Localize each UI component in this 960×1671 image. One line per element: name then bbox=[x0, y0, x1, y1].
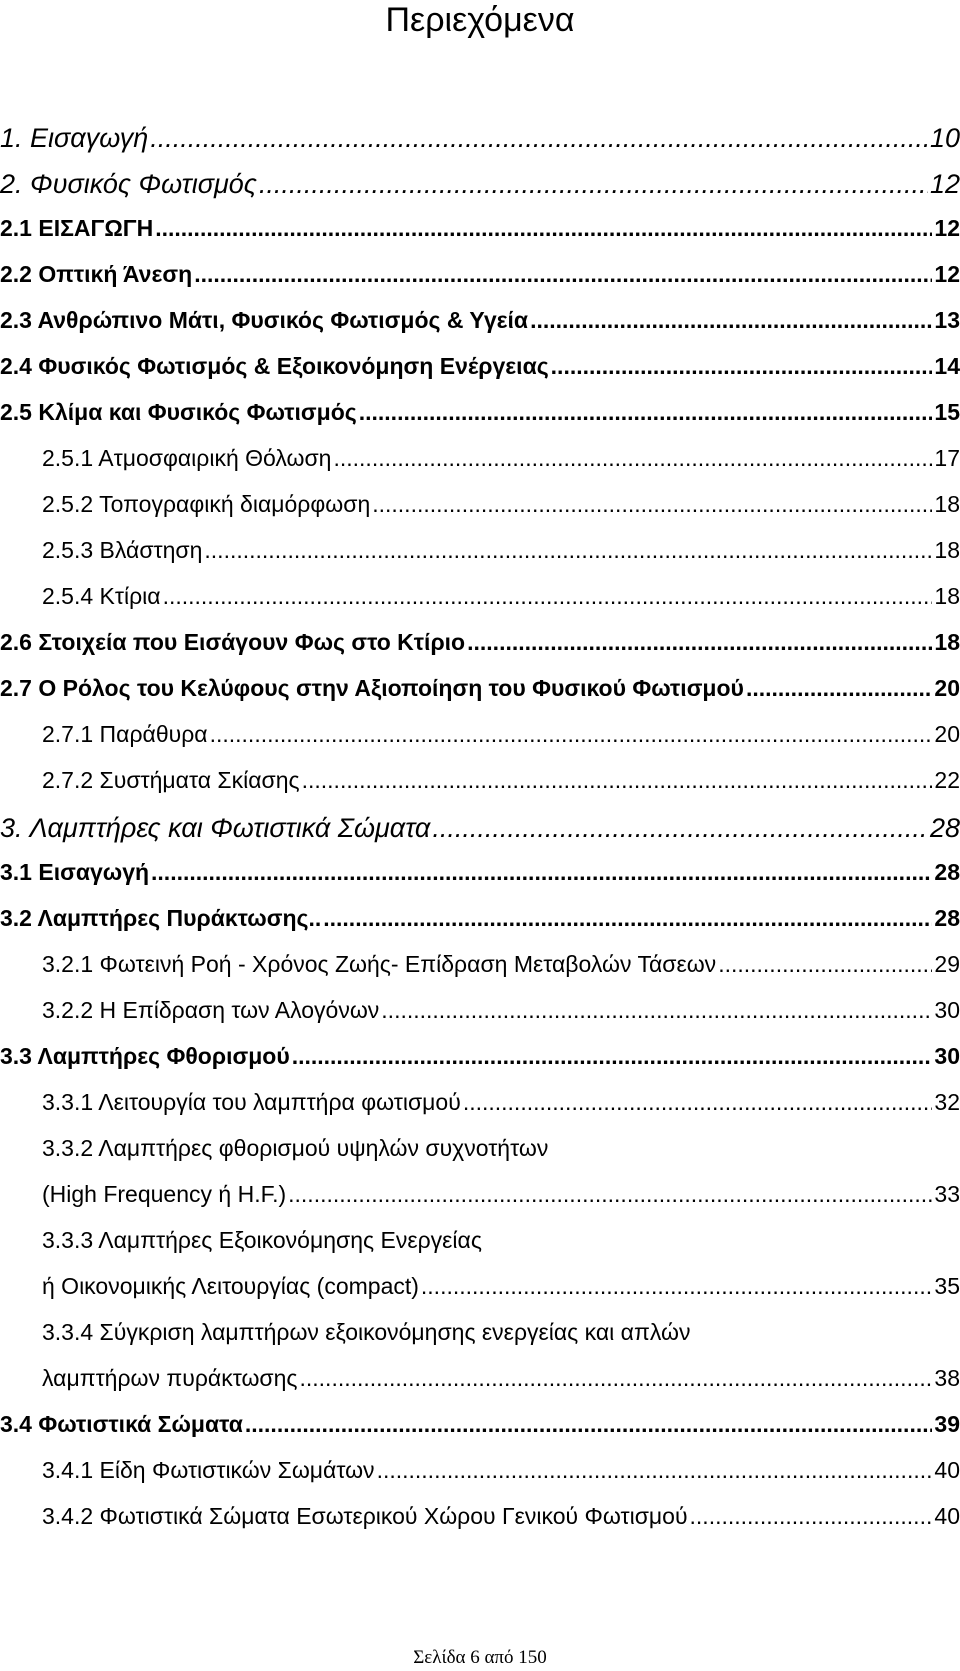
toc-entry[interactable] bbox=[42, 583, 960, 623]
toc-entry[interactable] bbox=[0, 261, 960, 301]
toc-entry-title: 3.3.3 Λαμπτήρες Εξοικονόμησης Ενεργείας bbox=[42, 1227, 482, 1253]
toc-entry-page: 13 bbox=[934, 307, 960, 333]
toc-entry[interactable] bbox=[0, 399, 960, 439]
toc-entry-title: 3.1 Εισαγωγή bbox=[0, 859, 150, 885]
toc-entry-title: 2.5.1 Ατμοσφαιρική Θόλωση bbox=[42, 445, 332, 471]
toc-entry[interactable] bbox=[42, 1503, 960, 1543]
toc-entry[interactable] bbox=[0, 1043, 960, 1083]
toc-entry[interactable] bbox=[0, 215, 960, 255]
toc-leader bbox=[377, 1457, 933, 1484]
toc-leader bbox=[292, 1043, 933, 1070]
toc-entry[interactable] bbox=[0, 307, 960, 347]
toc-leader bbox=[259, 169, 928, 200]
toc-entry[interactable] bbox=[42, 951, 960, 991]
toc-leader bbox=[155, 215, 932, 242]
toc-entry-page: 20 bbox=[934, 675, 960, 701]
toc-entry-title: 2.5.4 Κτίρια bbox=[42, 583, 161, 609]
toc-entry[interactable] bbox=[42, 445, 960, 485]
toc-entry[interactable] bbox=[42, 767, 960, 807]
toc-leader bbox=[302, 767, 933, 794]
toc-leader bbox=[194, 261, 932, 288]
toc-leader bbox=[690, 1503, 933, 1530]
toc-entry[interactable] bbox=[0, 905, 960, 945]
toc-entry-title: 3.3.2 Λαμπτήρες φθορισμού υψηλών συχνοτήτων bbox=[42, 1135, 549, 1161]
toc-entry-page: 20 bbox=[934, 721, 960, 747]
toc-entry-title: 2.2 Οπτική Άνεση bbox=[0, 261, 193, 287]
toc-entry[interactable] bbox=[42, 491, 960, 531]
toc-entry-title: 2.7.1 Παράθυρα bbox=[42, 721, 208, 747]
toc-entry-title: 2.7 Ο Ρόλος του Κελύφους στην Αξιοποίηση του Φυσικού Φωτισμού bbox=[0, 675, 744, 701]
toc-entry[interactable] bbox=[42, 1273, 960, 1313]
toc-leader bbox=[204, 537, 932, 564]
toc-entry[interactable] bbox=[0, 1411, 960, 1451]
toc-entry[interactable] bbox=[0, 629, 960, 669]
toc-entry-title: 3.3 Λαμπτήρες Φθορισμού bbox=[0, 1043, 290, 1069]
toc-entry-title: 3.4.1 Είδη Φωτιστικών Σωμάτων bbox=[42, 1457, 375, 1483]
toc-entry-title: 3.2 Λαμπτήρες Πυράκτωσης.. bbox=[0, 905, 322, 931]
toc-entry-page: 18 bbox=[934, 491, 960, 517]
toc-entry-page: 12 bbox=[934, 261, 960, 287]
toc-entry-page: 35 bbox=[934, 1273, 960, 1299]
toc-leader bbox=[432, 813, 928, 844]
toc-leader bbox=[151, 859, 932, 886]
toc-entry-title: 3.2.2 Η Επίδραση των Αλογόνων bbox=[42, 997, 380, 1023]
toc-entry-page: 32 bbox=[934, 1089, 960, 1115]
toc-entry-title: 2.7.2 Συστήματα Σκίασης bbox=[42, 767, 300, 793]
toc-entry-title: 2.5.2 Τοπογραφική διαμόρφωση bbox=[42, 491, 371, 517]
toc-entry-title: 3.3.1 Λειτουργία του λαμπτήρα φωτισμού bbox=[42, 1089, 461, 1115]
toc-leader bbox=[421, 1273, 933, 1300]
toc-entry[interactable] bbox=[42, 1181, 960, 1221]
page-title: Περιεχόμενα bbox=[385, 1, 575, 39]
toc-leader bbox=[163, 583, 933, 610]
toc-entry-title: 2.4 Φυσικός Φωτισμός & Εξοικονόμηση Ενέργειας bbox=[0, 353, 549, 379]
toc-entry-page: 28 bbox=[934, 859, 960, 885]
toc-entry[interactable] bbox=[0, 859, 960, 899]
toc-entry-line[interactable] bbox=[42, 1227, 960, 1267]
toc-leader bbox=[359, 399, 933, 426]
toc-leader bbox=[551, 353, 933, 380]
toc-entry[interactable] bbox=[0, 123, 960, 163]
toc-leader bbox=[333, 445, 932, 472]
toc-entry-page: 28 bbox=[929, 813, 960, 843]
toc-leader bbox=[463, 1089, 933, 1116]
toc-entry[interactable] bbox=[0, 675, 960, 715]
toc-entry-page: 40 bbox=[934, 1503, 960, 1529]
toc-entry[interactable] bbox=[0, 169, 960, 209]
toc-entry-page: 18 bbox=[934, 537, 960, 563]
toc-entry[interactable] bbox=[42, 1089, 960, 1129]
toc-entry-page: 30 bbox=[934, 1043, 960, 1069]
toc-entry-page: 12 bbox=[934, 215, 960, 241]
toc-entry-title: 3.4.2 Φωτιστικά Σώματα Εσωτερικού Χώρου Γενικού Φωτισμού bbox=[42, 1503, 688, 1529]
toc-entry-page: 10 bbox=[929, 123, 960, 153]
toc-entry-line[interactable] bbox=[42, 1319, 960, 1359]
toc-entry-title: ή Οικονομικής Λειτουργίας (compact) bbox=[42, 1273, 419, 1299]
toc-entry[interactable] bbox=[42, 721, 960, 761]
toc-entry[interactable] bbox=[0, 353, 960, 393]
toc-leader bbox=[288, 1181, 932, 1208]
toc-entry-title: 2.5.3 Βλάστηση bbox=[42, 537, 203, 563]
toc-leader bbox=[300, 1365, 933, 1392]
toc-leader bbox=[530, 307, 932, 334]
toc-entry-title: 2.1 ΕΙΣΑΓΩΓΗ bbox=[0, 215, 154, 241]
toc-entry-page: 40 bbox=[934, 1457, 960, 1483]
toc-entry-title: 2.5 Κλίμα και Φυσικός Φωτισμός bbox=[0, 399, 357, 425]
toc-entry-page: 12 bbox=[929, 169, 960, 199]
toc-entry-title: 3.4 Φωτιστικά Σώματα bbox=[0, 1411, 243, 1437]
toc-entry-page: 18 bbox=[934, 629, 960, 655]
toc-entry[interactable] bbox=[42, 537, 960, 577]
toc-leader bbox=[718, 951, 932, 978]
toc-entry-page: 17 bbox=[934, 445, 960, 471]
toc-entry-page: 30 bbox=[934, 997, 960, 1023]
toc-leader bbox=[467, 629, 932, 656]
toc-entry-page: 39 bbox=[934, 1411, 960, 1437]
toc-entry-page: 28 bbox=[934, 905, 960, 931]
toc-entry[interactable] bbox=[42, 997, 960, 1037]
toc-entry-title: 3.3.4 Σύγκριση λαμπτήρων εξοικονόμησης ενεργείας και απλών bbox=[42, 1319, 691, 1345]
toc-leader bbox=[323, 905, 932, 932]
toc-entry-title: 2.6 Στοιχεία που Εισάγουν Φως στο Κτίριο bbox=[0, 629, 466, 655]
toc-entry-page: 22 bbox=[934, 767, 960, 793]
toc-entry[interactable] bbox=[0, 813, 960, 853]
toc-entry-page: 38 bbox=[934, 1365, 960, 1391]
toc-entry-title: (High Frequency ή H.F.) bbox=[42, 1181, 287, 1207]
toc-entry-page: 33 bbox=[934, 1181, 960, 1207]
toc-entry-title: 2. Φυσικός Φωτισμός bbox=[0, 169, 257, 199]
toc-leader bbox=[210, 721, 933, 748]
toc-leader bbox=[381, 997, 932, 1024]
toc-entry[interactable] bbox=[42, 1457, 960, 1497]
toc-leader bbox=[245, 1411, 933, 1438]
toc-entry-title: 3. Λαμπτήρες και Φωτιστικά Σώματα bbox=[0, 813, 431, 843]
toc-entry-page: 18 bbox=[934, 583, 960, 609]
toc-leader bbox=[746, 675, 932, 702]
toc-entry[interactable] bbox=[42, 1365, 960, 1405]
toc-entry-page: 29 bbox=[934, 951, 960, 977]
toc-entry-title: 3.2.1 Φωτεινή Ροή - Χρόνος Ζωής- Επίδραση Μεταβολών Τάσεων bbox=[42, 951, 717, 977]
toc-leader bbox=[150, 123, 928, 154]
toc-entry-title: λαμπτήρων πυράκτωσης bbox=[42, 1365, 298, 1391]
toc-entry-line[interactable] bbox=[42, 1135, 960, 1175]
toc-entry-page: 14 bbox=[934, 353, 960, 379]
toc-leader bbox=[372, 491, 932, 518]
toc-entry-page: 15 bbox=[934, 399, 960, 425]
toc-entry-title: 2.3 Ανθρώπινο Μάτι, Φυσικός Φωτισμός & Υγεία bbox=[0, 307, 529, 333]
toc-entry-title: 1. Εισαγωγή bbox=[0, 123, 149, 153]
page-footer: Σελίδα 6 από 150 bbox=[413, 1647, 547, 1668]
